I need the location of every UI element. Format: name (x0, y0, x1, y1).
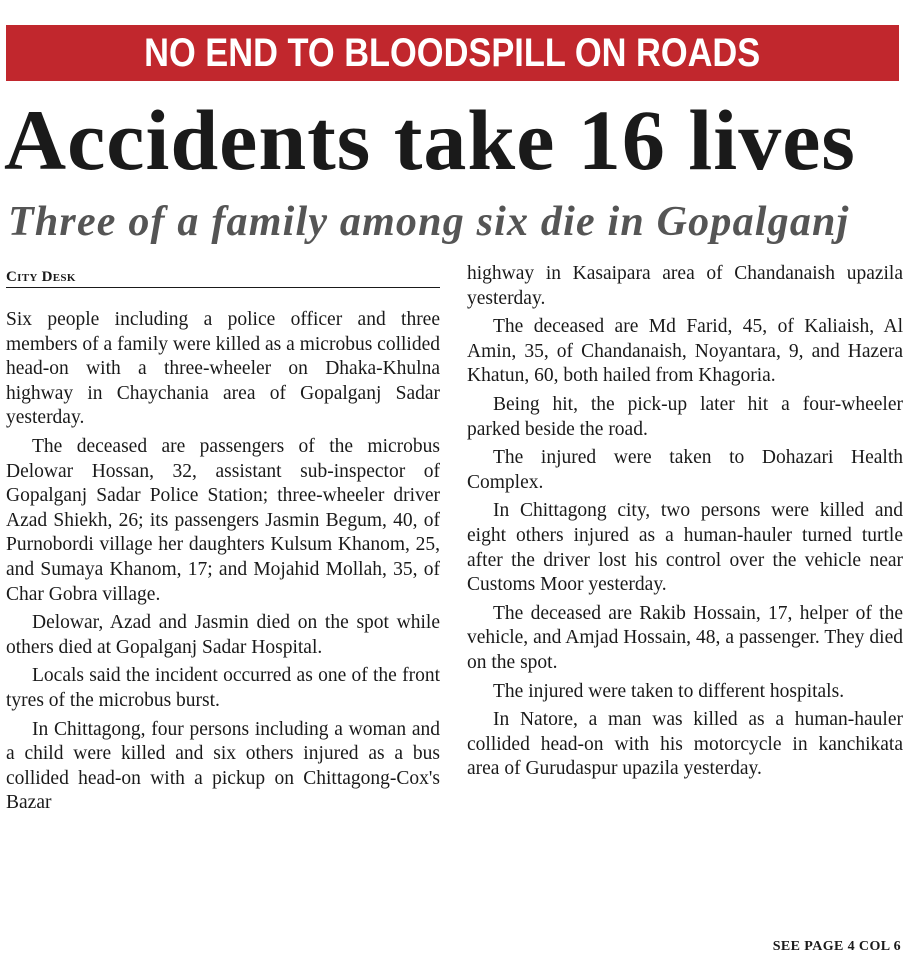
byline-text: City Desk (6, 269, 76, 285)
byline (6, 262, 440, 288)
paragraph: The deceased are Rakib Hossain, 17, helper of the vehicle, and Amjad Hossain, 48, a passenger. They died on the spot. (467, 602, 903, 673)
paragraph: highway in Kasaipara area of Chandanaish upazila yesterday. (467, 263, 903, 309)
continuation-note: SEE PAGE 4 COL 6 (772, 939, 901, 954)
paragraph: Locals said the incident occurred as one of the front tyres of the microbus burst. (6, 665, 440, 711)
paragraph: The injured were taken to Dohazari Health Complex. (467, 447, 903, 493)
article-column-1 (6, 262, 440, 820)
paragraph: In Chittagong city, two persons were killed and eight others injured as a human-hauler turned turtle after the driver lost his control over the vehicle near Customs Moor yesterday. (467, 500, 903, 596)
paragraph: Six people including a police officer and three members of a family were killed as a microbus collided head-on with a three-wheeler on Dhaka-Khulna highway in Chaychania area of Gopalganj Sadar yesterday. (6, 309, 440, 429)
paragraph: The deceased are passengers of the microbus Delowar Hossan, 32, assistant sub-inspector of Gopalganj Sadar Police Station; three-wheeler driver Azad Shiekh, 26; its passengers Jasmin Begum, 40, of Purnobordi village her daughters Kulsum Khanom, 25, and Sumaya Khanom, 17; and Mojahid Mollah, 35, of Char Gobra village. (6, 435, 440, 605)
paragraph: The deceased are Md Farid, 45, of Kaliaish, Al Amin, 35, of Chandanaish, Noyantara, 9, and Hazera Khatun, 60, both hailed from Khagoria. (467, 316, 903, 387)
kicker-banner (6, 25, 899, 81)
paragraph: The injured were taken to different hospitals. (493, 680, 845, 702)
paragraph: Being hit, the pick-up later hit a four-wheeler parked beside the road. (467, 393, 903, 440)
article-column-2 (467, 262, 903, 786)
paragraph: In Natore, a man was killed as a human-hauler collided head-on with his motorcycle in kanchikata area of Gurudaspur upazila yesterday. (467, 709, 903, 780)
headline: Accidents take 16 lives (4, 92, 856, 188)
subheadline: Three of a family among six die in Gopalganj (8, 199, 850, 245)
paragraph: In Chittagong, four persons including a woman and a child were killed and six others injured as a bus collided head-on with a pickup on Chittagong-Cox's Bazar (6, 718, 440, 814)
kicker-text: NO END TO BLOODSPILL ON ROADS (144, 30, 761, 75)
paragraph: Delowar, Azad and Jasmin died on the spot while others died at Gopalganj Sadar Hospital. (6, 612, 440, 658)
